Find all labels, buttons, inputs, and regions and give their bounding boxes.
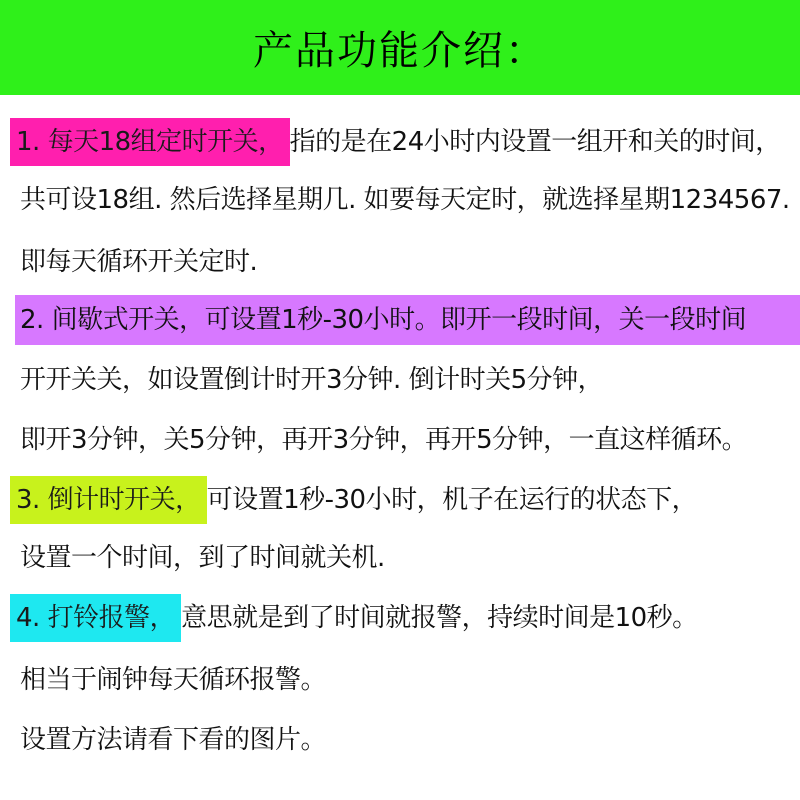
section-4-highlight: 4. 打铃报警， (10, 594, 181, 642)
section-4-line-2: 设置方法请看下看的图片。 (20, 725, 327, 755)
section-1-rest: 指的是在24小时内设置一组开和关的时间， (289, 127, 781, 157)
section-4-rest: 意思就是到了时间就报警，持续时间是10秒。 (181, 603, 698, 633)
section-3-line-1: 设置一个时间，到了时间就关机. (20, 543, 385, 573)
section-2-highlight: 2. 间歇式开关，可设置1秒-30小时。即开一段时间，关一段时间 (20, 305, 747, 335)
section-1-line-1: 共可设18组. 然后选择星期几. 如要每天定时，就选择星期1234567. (20, 185, 790, 215)
section-4-heading-line (15, 594, 698, 634)
section-3-heading-line (15, 476, 697, 516)
section-1-heading-line (15, 118, 781, 158)
section-1-line-2: 即每天循环开关定时. (20, 247, 258, 277)
title-banner (0, 0, 800, 95)
section-3-rest: 可设置1秒-30小时，机子在运行的状态下， (206, 485, 698, 515)
section-3-highlight: 3. 倒计时开关， (10, 476, 207, 524)
page-title: 产品功能介绍： (253, 28, 547, 74)
section-2-line-2: 即开3分钟，关5分钟，再开3分钟，再开5分钟，一直这样循环。 (20, 425, 748, 455)
section-2-line-1: 开开关关，如设置倒计时开3分钟. 倒计时关5分钟， (20, 365, 604, 395)
section-1-highlight: 1. 每天18组定时开关， (10, 118, 290, 166)
section-4-line-1: 相当于闹钟每天循环报警。 (20, 665, 327, 695)
